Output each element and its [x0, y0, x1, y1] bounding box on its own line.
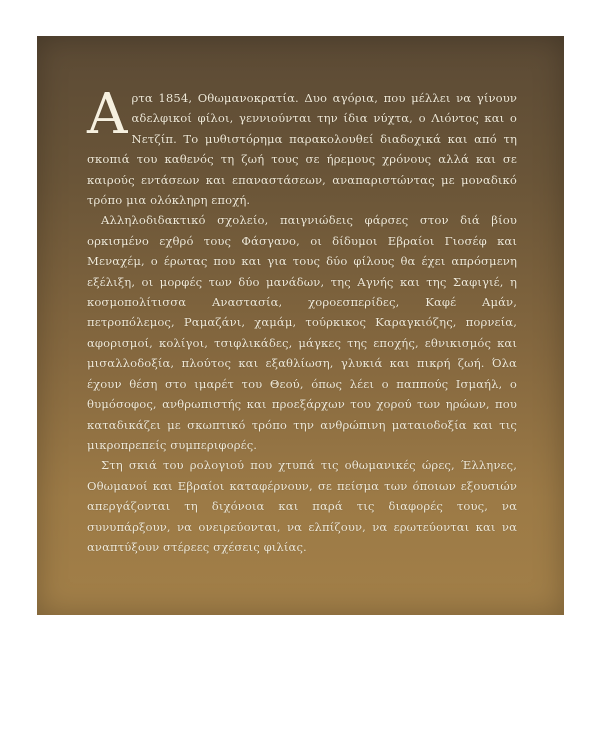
drop-cap: Α — [87, 82, 126, 147]
blurb-text — [87, 82, 517, 557]
paragraph-1-text: ρτα 1854, Οθωμανοκρατία. Δυο αγόρια, που μέλλει να γίνουν αδελφικοί φίλοι, γεννιούνται την ίδια νύχτα, ο Λιόντος και ο Νετζίπ. Το μυθιστόρημα παρακολουθεί διαδοχικά και από τη σκοπιά του καθενός τη ζωή τους σε ήρεμους χρόνους αλλά και σε καιρούς εντάσεων και επαναστάσεων, αναπαριστώντας με μοναδικό τρόπο μια ολόκληρη εποχή. — [87, 91, 517, 208]
book-back-cover — [37, 36, 564, 615]
paragraph-2: Αλληλοδιδακτικό σχολείο, παιγνιώδεις φάρσες στον διά βίου ορκισμένο εχθρό τους Φάσγανο, οι δίδυμοι Εβραίοι Γιοσέφ και Μεναχέμ, ο έρωτας που και για τους δύο φίλους θα έχει απρόσμενη εξέλιξη, οι μορφές των δύο μανάδων, της Αγνής και της Σαφιγιέ, η κοσμοπολίτισσα Αναστασία, χοροεσπερίδες, Καφέ Αμάν, πετροπόλεμος, Ραμαζάνι, χαμάμ, τούρκικος Καραγκιόζης, πορνεία, αφορισμοί, κολίγοι, τσιφλικάδες, μάγκες της εποχής, εθνικισμός και μισαλλοδοξία, πλούτος και εξαθλίωση, γλυκιά και πικρή ζωή. Όλα έχουν θέση στο ιμαρέτ του Θεού, όπως λέει ο παππούς Ισμαήλ, ο θυμόσοφος, ανθρωπιστής και προεξάρχων του χορού των ηρώων, που καταδικάζει με σκωπτικό τρόπο την ανθρώπινη ματαιοδοξία και τις μικροπρεπείς συμπεριφορές. — [87, 213, 517, 452]
paragraph-3: Στη σκιά του ρολογιού που χτυπά τις οθωμανικές ώρες, Έλληνες, Οθωμανοί και Εβραίοι καταφέρνουν, σε πείσμα των όποιων εξουσιών απεργάζονται τη διχόνοια και παρά τις διαφορές τους, να συνυπάρξουν, να ονειρεύονται, να ελπίζουν, να ερωτεύονται και να αναπτύξουν στέρεες σχέσεις φιλίας. — [87, 458, 517, 554]
paragraph-1 — [87, 82, 517, 210]
